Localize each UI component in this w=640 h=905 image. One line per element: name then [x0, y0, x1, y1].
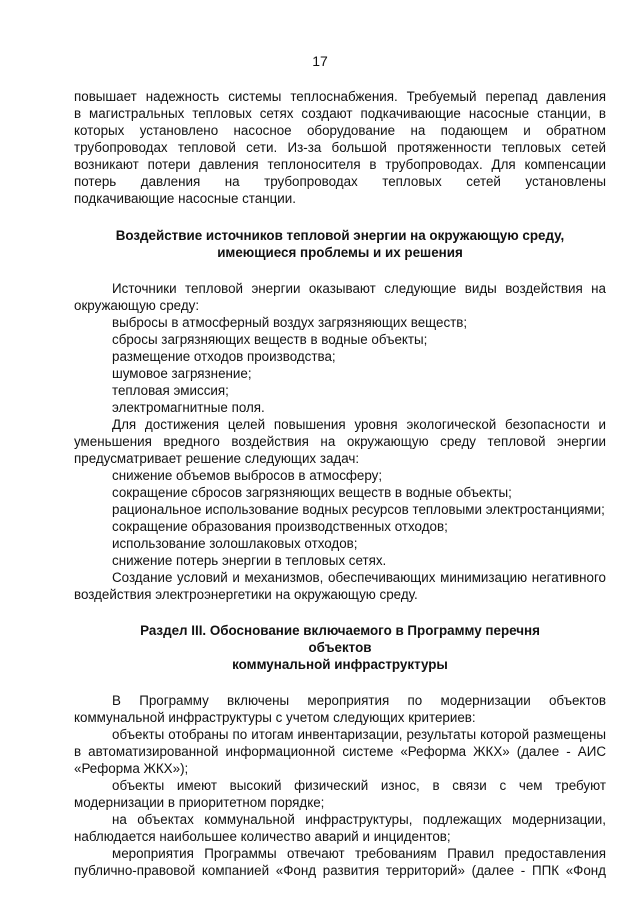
- intro-line-6: потерь давления на трубопроводах тепловых сетей установлены: [74, 174, 606, 189]
- task-item: рациональное использование водных ресурсов тепловыми электростанциями;: [112, 502, 605, 517]
- impact-item: электромагнитные поля.: [112, 400, 265, 415]
- task-item: снижение потерь энергии в тепловых сетях.: [112, 553, 387, 568]
- section-three-heading-line-2: коммунальной инфраструктуры: [232, 657, 448, 672]
- intro-line-7: подкачивающие насосные станции.: [74, 191, 296, 206]
- section-three-intro: В Программу включены мероприятия по модернизации объектов коммунальной инфраструктуры с учетом следующих критериев:: [74, 693, 606, 725]
- impact-item: выбросы в атмосферный воздух загрязняющих веществ;: [112, 315, 468, 330]
- task-item: сокращение образования производственных отходов;: [112, 519, 448, 534]
- section-three-final-paragraph: мероприятия Программы отвечают требованиям Правил предоставления публично-правовой компанией «Фонд развития территорий» (далее - ППК «Фонд: [74, 846, 606, 878]
- intro-line-3: которых установлено насосное оборудование на подающем и обратном: [74, 123, 606, 138]
- impact-item: тепловая эмиссия;: [112, 383, 229, 398]
- task-item: снижение объемов выбросов в атмосферу;: [112, 468, 383, 483]
- task-item: сокращение сбросов загрязняющих веществ в водные объекты;: [112, 485, 512, 500]
- section-three-heading: [74, 622, 606, 673]
- criteria-item: объекты имеют высокий физический износ, в связи с чем требуют модернизации в приоритетном порядке;: [74, 778, 606, 810]
- section-environment-heading: [74, 227, 606, 261]
- section-environment-heading-line-1: Воздействие источников тепловой энергии на окружающую среду,: [115, 228, 565, 243]
- environment-conclusion: Создание условий и механизмов, обеспечивающих минимизацию негативного воздействия электроэнергетики на окружающую среду.: [74, 570, 606, 602]
- impact-item: сбросы загрязняющих веществ в водные объекты;: [112, 332, 428, 347]
- section-three-heading-line-1: Раздел III. Обоснование включаемого в Программу перечня объектов: [140, 623, 540, 655]
- intro-line-5: возникают потери давления теплоносителя в трубопроводах. Для компенсации: [74, 157, 606, 172]
- criteria-item: на объектах коммунальной инфраструктуры, подлежащих модернизации, наблюдается наибольшее количество аварий и инцидентов;: [74, 812, 606, 844]
- intro-line-4: трубопроводах тепловой сети. Из-за большой протяженности тепловых сетей: [74, 140, 606, 155]
- page-number: 17: [312, 53, 328, 69]
- environment-intro: Источники тепловой энергии оказывают следующие виды воздействия на окружающую среду:: [74, 281, 606, 313]
- intro-line-2: в магистральных тепловых сетях создают подкачивающие насосные станции, в: [74, 106, 606, 121]
- page-content: [74, 88, 606, 879]
- task-item: использование золошлаковых отходов;: [112, 536, 358, 551]
- criteria-item: объекты отобраны по итогам инвентаризации, результаты которой размещены в автоматизированной информационной системе «Реформа ЖКХ» (далее - АИС «Реформа ЖКХ»);: [74, 727, 606, 776]
- section-environment-heading-line-2: имеющиеся проблемы и их решения: [217, 245, 463, 260]
- intro-line-1: повышает надежность системы теплоснабжения. Требуемый перепад давления: [74, 89, 606, 104]
- goals-intro: Для достижения целей повышения уровня экологической безопасности и уменьшения вредного воздействия на окружающую среду тепловой энергии предусматривает решение следующих задач:: [74, 417, 606, 466]
- impact-item: размещение отходов производства;: [112, 349, 336, 364]
- impact-item: шумовое загрязнение;: [112, 366, 252, 381]
